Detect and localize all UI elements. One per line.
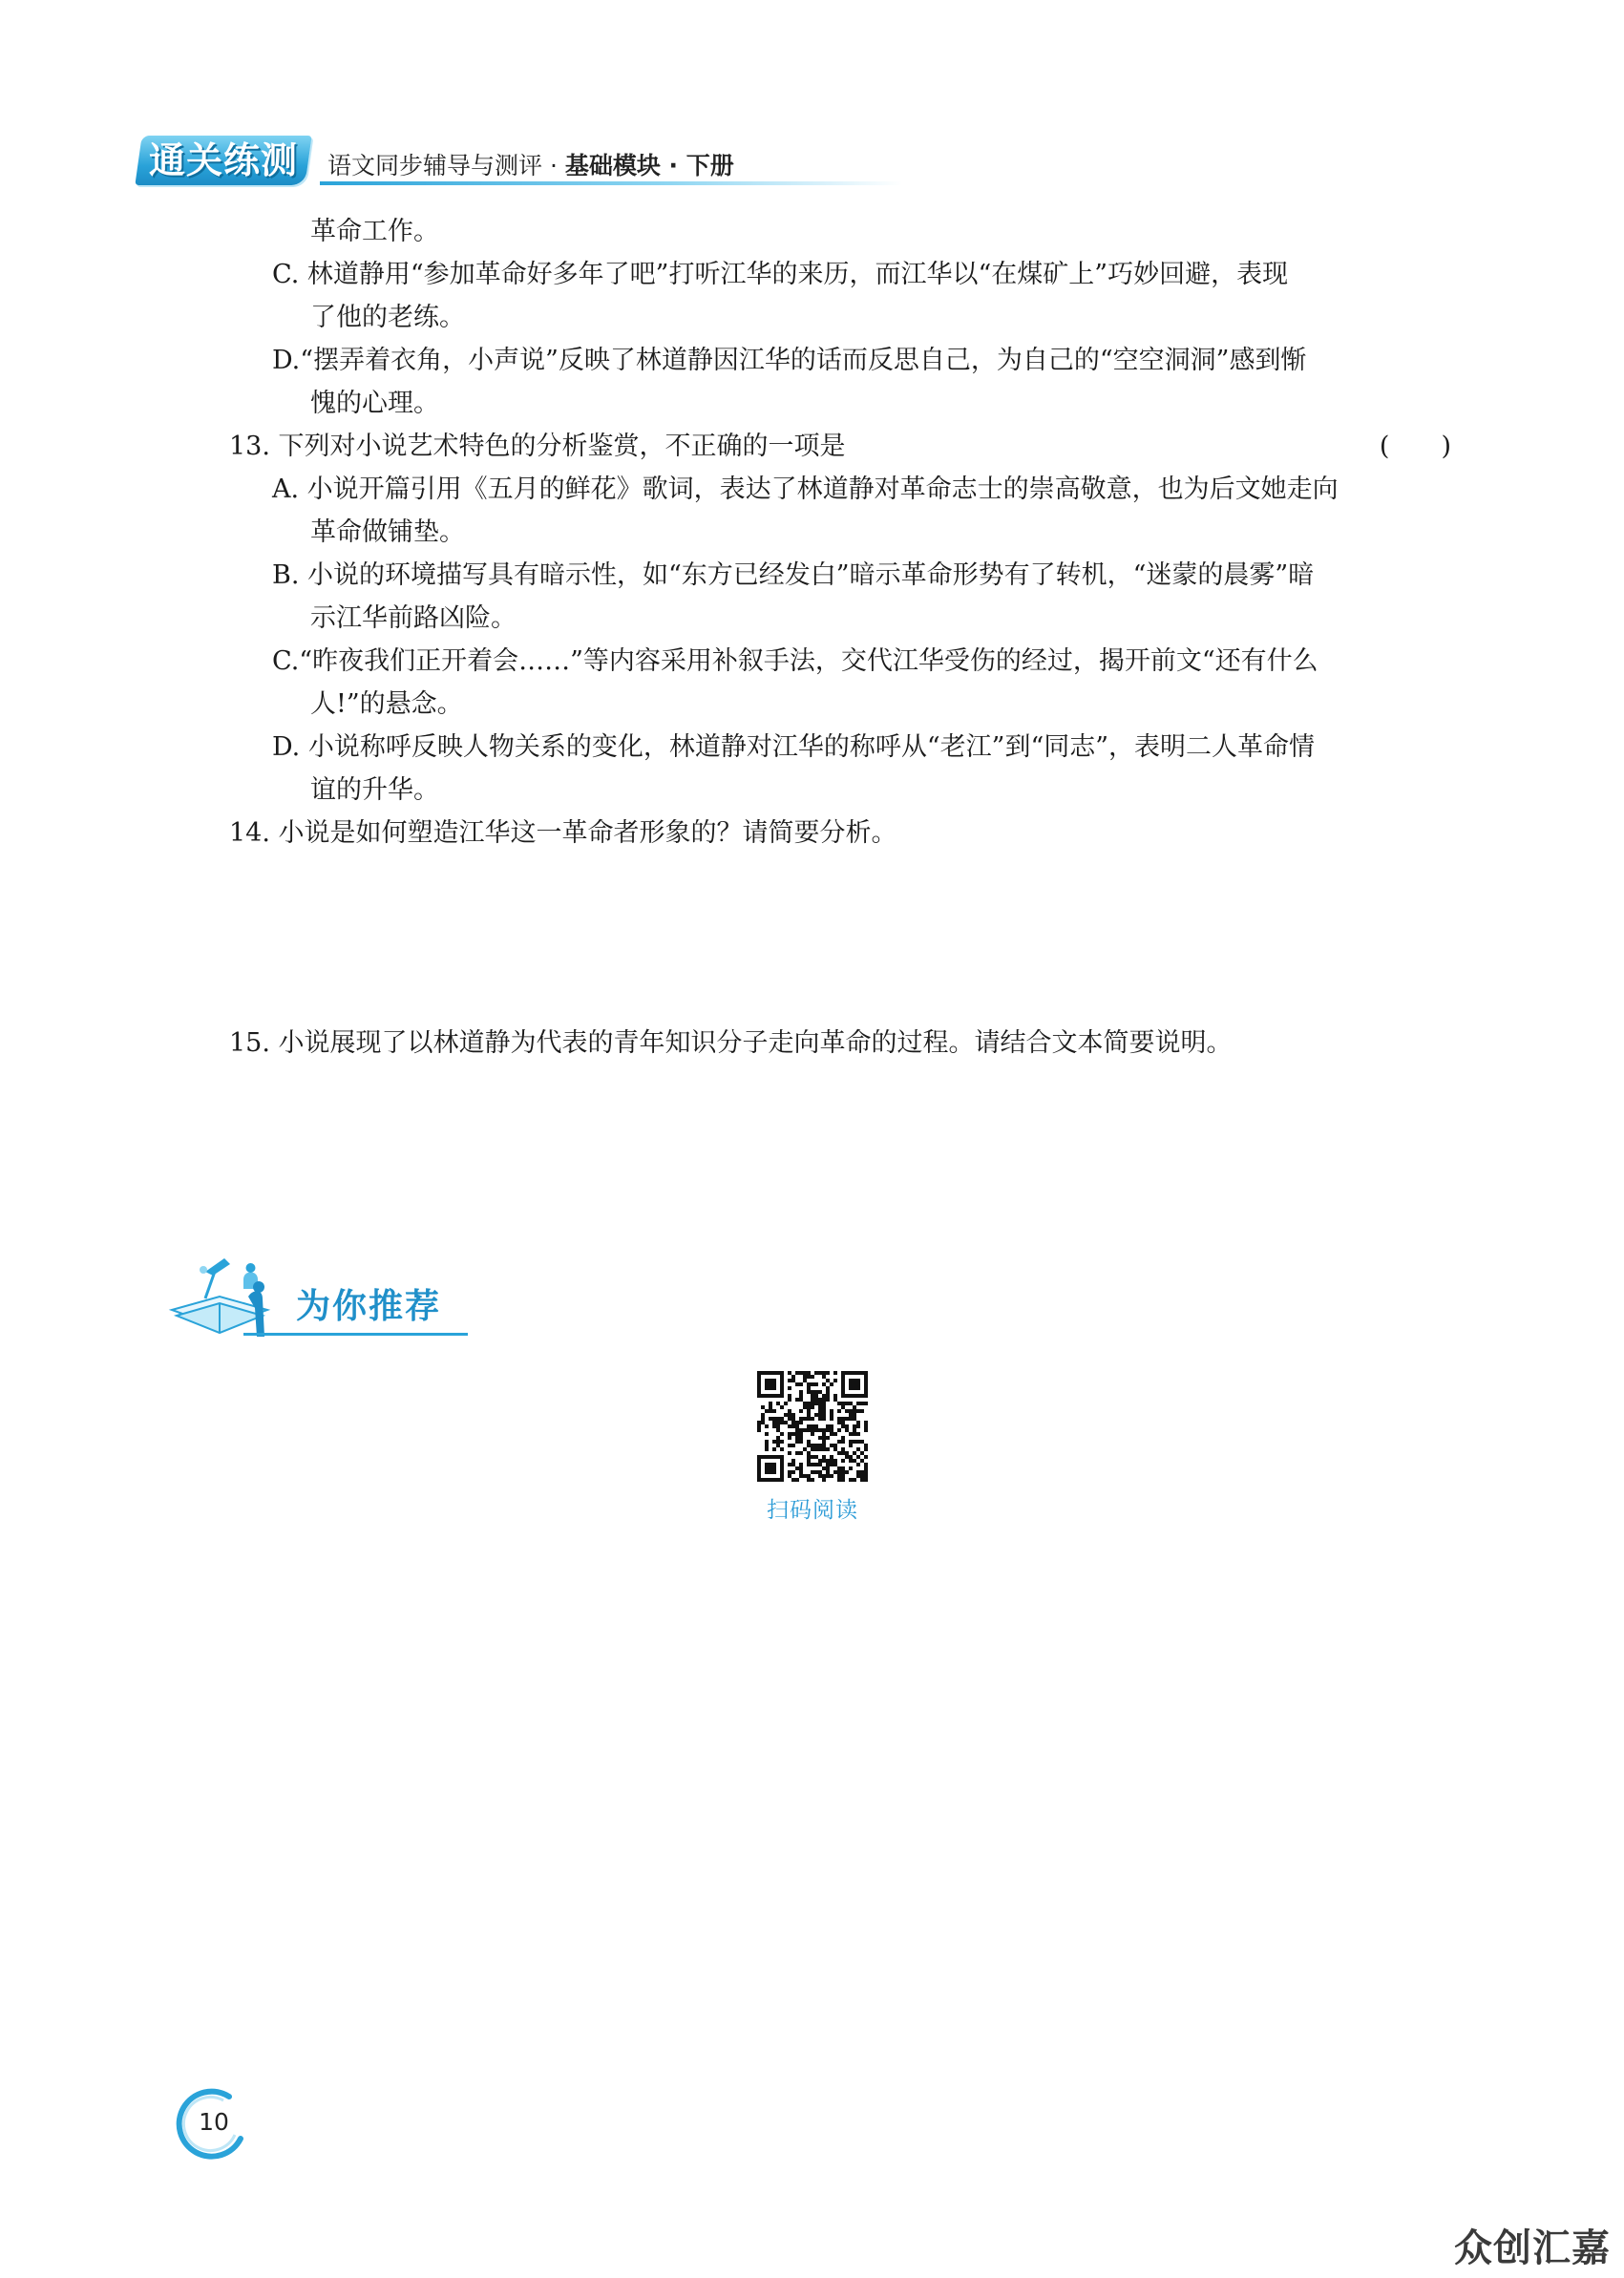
- recommend-title: 为你推荐: [296, 1287, 442, 1326]
- reading-book-icon: [167, 1251, 301, 1346]
- header-rule: [320, 181, 902, 185]
- q13-option-a-line2: 革命做铺垫。: [310, 517, 465, 547]
- q13-option-d-line2: 谊的升华。: [310, 775, 439, 805]
- q15-stem: 15. 小说展现了以林道静为代表的青年知识分子走向革命的过程。请结合文本简要说明。: [229, 1028, 1233, 1058]
- page-number: 10: [199, 2108, 229, 2136]
- q12-option-d-line1: D.“摆弄着衣角，小声说”反映了林道静因江华的话而反思自己，为自己的“空空洞洞”感到惭: [272, 346, 1307, 375]
- recommend-underline: [243, 1333, 468, 1336]
- q13-option-b-line2: 示江华前路凶险。: [310, 603, 517, 633]
- qr-code-icon[interactable]: [757, 1371, 868, 1482]
- q13-option-c-line2: 人!”的悬念。: [310, 689, 463, 719]
- q12-option-b-tail: 革命工作。: [310, 217, 439, 246]
- q12-option-c-line1: C. 林道静用“参加革命好多年了吧”打听江华的来历，而江华以“在煤矿上”巧妙回避，表现: [272, 260, 1289, 289]
- q14-stem: 14. 小说是如何塑造江华这一革命者形象的？请简要分析。: [229, 818, 897, 848]
- q12-option-c-line2: 了他的老练。: [310, 303, 465, 332]
- book-subtitle: [327, 147, 734, 181]
- q13-option-c-line1: C.“昨夜我们正开着会……”等内容采用补叙手法，交代江华受伤的经过，揭开前文“还有什么: [272, 646, 1318, 676]
- recommend-header: [167, 1251, 473, 1346]
- page-number-badge: [174, 2085, 250, 2162]
- answer-parentheses: ( ): [1379, 432, 1451, 461]
- q13-stem: [229, 425, 1451, 468]
- series-logo-text: 通关练测: [148, 139, 298, 181]
- qr-caption: 扫码阅读: [767, 1498, 858, 1523]
- qr-code-graphic: [757, 1371, 868, 1482]
- book-subtitle-b: 基础模块 · 下册: [564, 152, 734, 179]
- q13-option-d-line1: D. 小说称呼反映人物关系的变化，林道静对江华的称呼从“老江”到“同志”，表明二人革命情: [272, 732, 1316, 762]
- page-header: [138, 134, 759, 191]
- q13-stem-text: 13. 下列对小说艺术特色的分析鉴赏，不正确的一项是: [229, 432, 846, 461]
- q13-option-b-line1: B. 小说的环境描写具有暗示性，如“东方已经发白”暗示革命形势有了转机，“迷蒙的晨雾”暗: [272, 560, 1315, 590]
- q13-option-a-line1: A. 小说开篇引用《五月的鲜花》歌词，表达了林道静对革命志士的崇高敬意，也为后文她走向: [272, 475, 1339, 504]
- watermark: 众创汇嘉: [1454, 2226, 1611, 2270]
- book-subtitle-a: 语文同步辅导与测评 ·: [327, 152, 565, 179]
- q12-option-d-line2: 愧的心理。: [310, 389, 439, 418]
